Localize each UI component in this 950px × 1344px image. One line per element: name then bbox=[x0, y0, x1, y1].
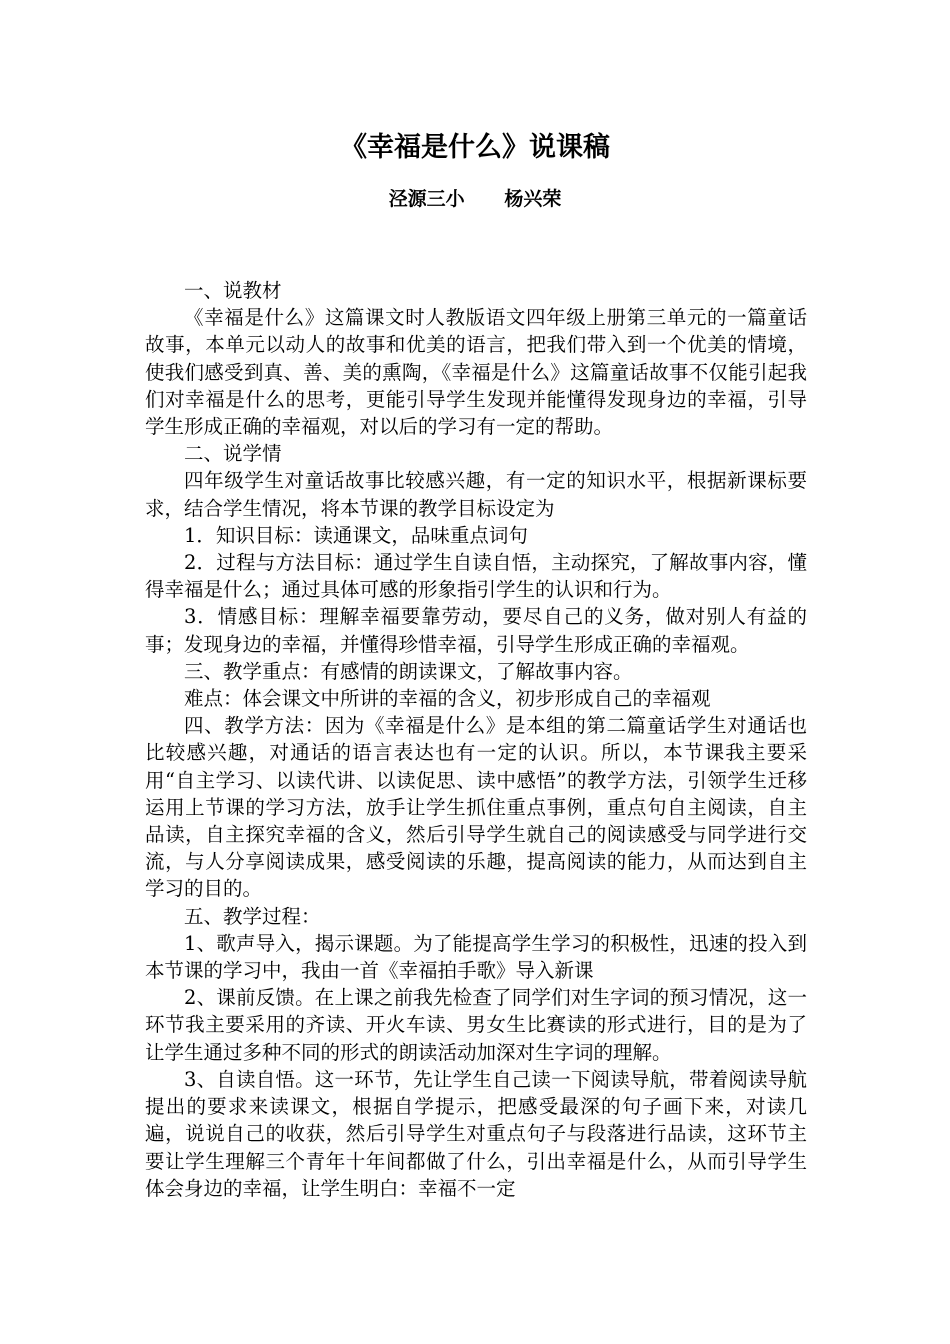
paragraph: 1、歌声导入，揭示课题。为了能提高学生学习的积极性，迅速的投入到本节课的学习中，我由一首《幸福拍手歌》导入新课 bbox=[145, 931, 807, 983]
paragraph: 2、课前反馈。在上课之前我先检查了同学们对生字词的预习情况，这一环节我主要采用的齐读、开火车读、男女生比赛读的形式进行，目的是为了让学生通过多种不同的形式的朗读活动加深对生字词的理解。 bbox=[145, 986, 807, 1064]
paragraph: 3．情感目标：理解幸福要靠劳动，要尽自己的义务，做对别人有益的事；发现身边的幸福，并懂得珍惜幸福，引导学生形成正确的幸福观。 bbox=[145, 605, 807, 656]
paragraph: 难点：体会课文中所讲的幸福的含义，初步形成自己的幸福观 bbox=[184, 687, 711, 711]
paragraph: 五、教学过程： bbox=[184, 904, 321, 928]
paragraph: 1．知识目标：读通课文，品味重点词句 bbox=[184, 523, 528, 547]
paragraph: 《幸福是什么》这篇课文时人教版语文四年级上册第三单元的一篇童话故事，本单元以动人的故事和优美的语言，把我们带入到一个优美的情境，使我们感受到真、善、美的熏陶，《幸福是什么》这篇童话故事不仅能引起我们对幸福是什么的思考，更能引导学生发现并能懂得发现身边的幸福，引导学生形成正确的幸福观，对以后的学习有一定的帮助。 bbox=[145, 306, 807, 439]
document-title: 《幸福是什么》说课稿 bbox=[340, 132, 610, 163]
paragraph: 四、教学方法：因为《幸福是什么》是本组的第二篇童话学生对通话也比较感兴趣，对通话的语言表达也有一定的认识。所以，本节课我主要采用“自主学习、以读代讲、以读促思、读中感悟”的教学方法，引领学生迁移运用上节课的学习方法，放手让学生抓住重点事例，重点句自主阅读，自主品读，自主探究幸福的含义，然后引导学生就自己的阅读感受与同学进行交流，与人分享阅读成果，感受阅读的乐趣，提高阅读的能力，从而达到自主学习的目的。 bbox=[145, 714, 807, 901]
paragraph: 三、教学重点：有感情的朗读课文，了解故事内容。 bbox=[184, 659, 633, 683]
paragraph: 二、说学情 bbox=[184, 442, 282, 466]
paragraph: 四年级学生对童话故事比较感兴趣，有一定的知识水平，根据新课标要求，结合学生情况，将本节课的教学目标设定为 bbox=[145, 469, 807, 520]
document-body bbox=[145, 277, 807, 1202]
author-byline: 泾源三小 杨兴荣 bbox=[388, 188, 562, 210]
paragraph: 3、自读自悟。这一环节，先让学生自己读一下阅读导航，带着阅读导航提出的要求来读课文，根据自学提示，把感受最深的句子画下来，对读几遍，说说自己的收获，然后引导学生对重点句子与段落进行品读，这环节主要让学生理解三个青年十年间都做了什么，引出幸福是什么，从而引导学生体会身边的幸福，让学生明白：幸福不一定 bbox=[145, 1067, 807, 1200]
paragraph: 2．过程与方法目标：通过学生自读自悟，主动探究，了解故事内容，懂得幸福是什么；通过具体可感的形象指引学生的认识和行为。 bbox=[145, 551, 807, 602]
paragraph: 一、说教材 bbox=[184, 279, 282, 302]
